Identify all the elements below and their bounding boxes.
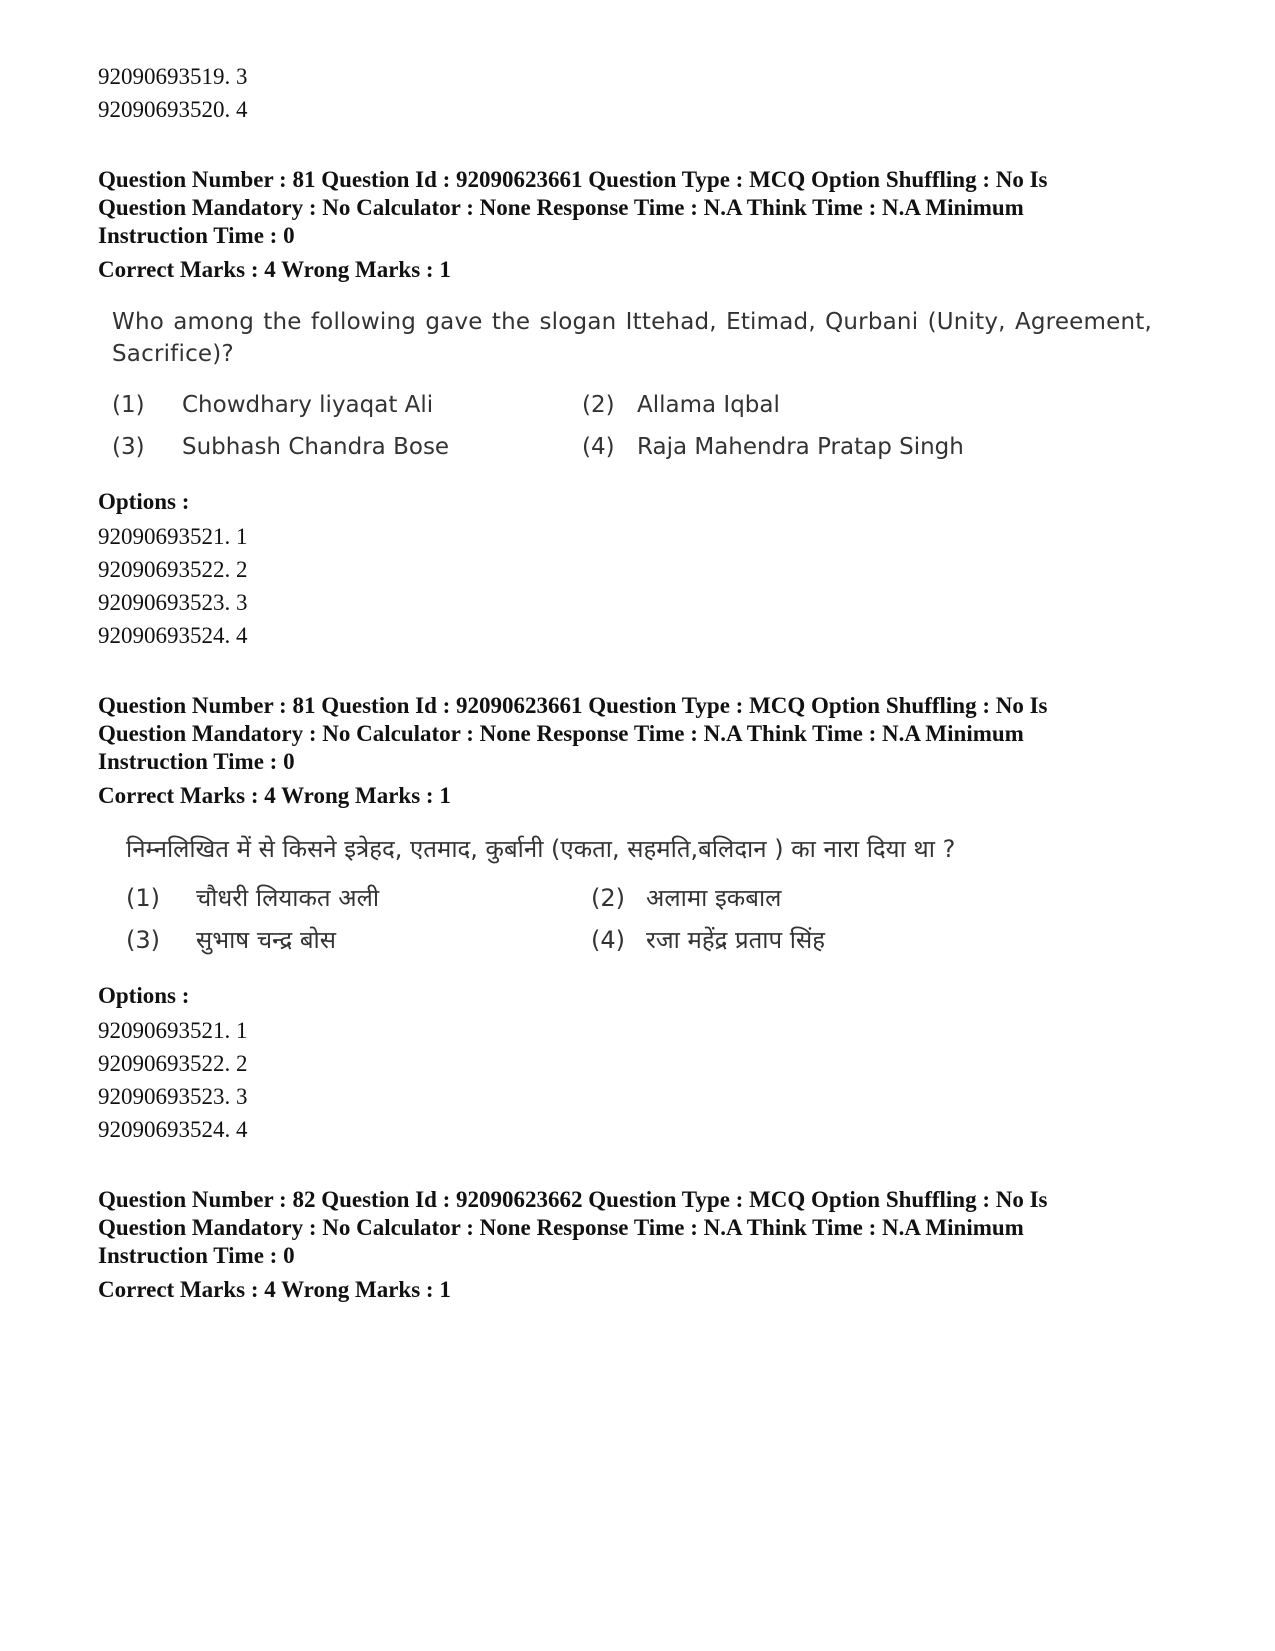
options-title: Options : — [98, 489, 190, 514]
options-title: Options : — [98, 983, 190, 1008]
option-line: 92090693524. 4 — [98, 623, 248, 648]
option-line: 92090693523. 3 — [98, 1084, 248, 1109]
spacer — [98, 652, 1138, 692]
spacer — [98, 1146, 1138, 1186]
spacer — [98, 126, 1138, 166]
question-meta-line: Question Number : 81 Question Id : 92090623661 Question Type : MCQ Option Shuffling : No Is — [98, 167, 1048, 192]
question-block-82 — [98, 1186, 1138, 1304]
choice-text: Raja Mahendra Pratap Singh — [637, 434, 964, 460]
marks-line: Correct Marks : 4 Wrong Marks : 1 — [98, 257, 451, 282]
choice-text: सुभाष चन्द्र बोस — [196, 926, 336, 954]
marks-line: Correct Marks : 4 Wrong Marks : 1 — [98, 1277, 451, 1302]
question-image — [112, 832, 1152, 958]
question-meta-line: Question Mandatory : No Calculator : None Response Time : N.A Think Time : N.A Minimum — [98, 721, 1024, 746]
choice-number: (4) — [582, 434, 615, 460]
option-line: 92090693522. 2 — [98, 1051, 248, 1076]
choice-text: Allama Iqbal — [637, 392, 780, 418]
choice-grid — [112, 388, 1152, 464]
option-line: 92090693519. 3 — [98, 64, 248, 89]
question-image — [112, 306, 1152, 464]
question-meta-line: Question Mandatory : No Calculator : None Response Time : N.A Think Time : N.A Minimum — [98, 195, 1024, 220]
choice-number: (1) — [126, 884, 160, 912]
question-meta-line: Question Number : 81 Question Id : 92090623661 Question Type : MCQ Option Shuffling : No Is — [98, 693, 1048, 718]
question-meta-line: Question Mandatory : No Calculator : None Response Time : N.A Think Time : N.A Minimum — [98, 1215, 1024, 1240]
question-text: Who among the following gave the slogan Ittehad, Etimad, Qurbani (Unity, Agreement, Sacrifice)? — [112, 309, 1152, 367]
option-line: 92090693522. 2 — [98, 557, 248, 582]
choice-text: Subhash Chandra Bose — [182, 434, 450, 460]
option-line: 92090693521. 1 — [98, 1018, 248, 1043]
question-meta-line: Instruction Time : 0 — [98, 749, 295, 774]
choice-text: Chowdhary liyaqat Ali — [182, 392, 434, 418]
question-meta-line: Question Number : 82 Question Id : 92090623662 Question Type : MCQ Option Shuffling : No Is — [98, 1187, 1048, 1212]
option-line: 92090693523. 3 — [98, 590, 248, 615]
question-meta-line: Instruction Time : 0 — [98, 1243, 295, 1268]
choice-number: (2) — [591, 884, 625, 912]
choice-number: (1) — [112, 392, 145, 418]
question-block-81-hindi — [98, 692, 1138, 1146]
option-line: 92090693524. 4 — [98, 1117, 248, 1142]
option-line: 92090693520. 4 — [98, 97, 248, 122]
choice-text: रजा महेंद्र प्रताप सिंह — [646, 926, 825, 954]
previous-options — [98, 60, 1138, 126]
choice-number: (4) — [591, 926, 625, 954]
choice-grid — [126, 880, 1152, 958]
question-block-81-english — [98, 166, 1152, 652]
document-page — [98, 60, 1152, 1304]
choice-number: (2) — [582, 392, 615, 418]
option-line: 92090693521. 1 — [98, 524, 248, 549]
question-text: निम्नलिखित में से किसने इत्रेहद, एतमाद, कुर्बानी (एकता, सहमति,बलिदान ) का नारा दिया था ? — [126, 835, 956, 863]
marks-line: Correct Marks : 4 Wrong Marks : 1 — [98, 783, 451, 808]
choice-number: (3) — [112, 434, 145, 460]
choice-text: अलामा इकबाल — [646, 884, 782, 912]
choice-number: (3) — [126, 926, 160, 954]
choice-text: चौधरी लियाकत अली — [196, 884, 380, 912]
question-meta-line: Instruction Time : 0 — [98, 223, 295, 248]
